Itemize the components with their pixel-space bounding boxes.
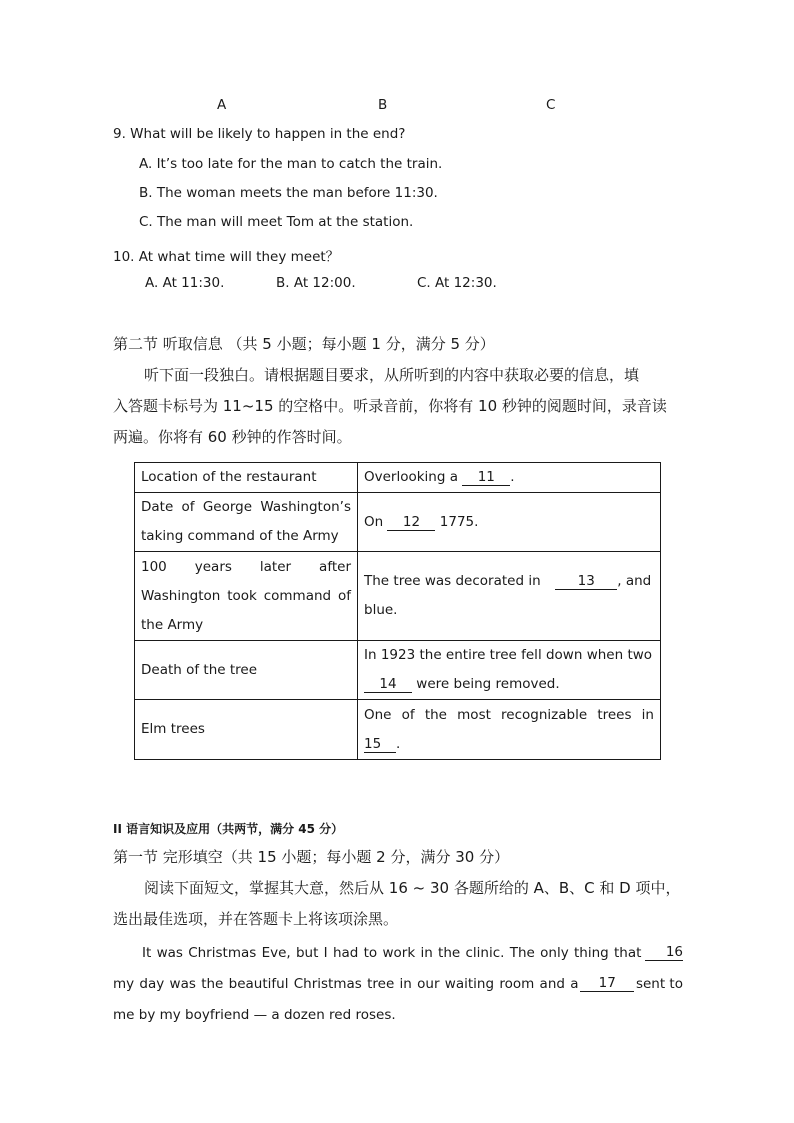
table-row [135, 700, 661, 760]
table-cell-answer [358, 463, 661, 493]
answer-blank-11[interactable]: 11 [462, 470, 510, 486]
cell-text: were being removed. [416, 676, 560, 692]
table-cell-label [135, 463, 358, 493]
cell-text: Location of the restaurant [141, 469, 317, 485]
cell-text: blue. [364, 602, 398, 618]
cell-text: 100 years later after [141, 558, 351, 575]
table-cell-label [135, 552, 358, 641]
q9-option-b: B. The woman meets the man before 11:30. [139, 185, 438, 201]
table-row [135, 552, 661, 641]
cell-text: 1775. [439, 513, 479, 530]
part2-heading: II 语言知识及应用（共两节，满分 45 分） [113, 822, 344, 836]
passage-line-3: me by my boyfriend — a dozen red roses. [113, 1007, 396, 1023]
answer-blank-15[interactable]: 15 [364, 737, 396, 753]
cell-text: On [364, 513, 384, 530]
answer-blank-13[interactable]: 13 [555, 574, 617, 590]
cell-text: One of the most recognizable trees in [364, 706, 654, 723]
table-cell-answer [358, 700, 661, 760]
cell-text: Washington took command of [141, 587, 351, 604]
section2-heading: 第二节 听取信息 （共 5 小题；每小题 1 分，满分 5 分） [113, 335, 495, 353]
cell-text: . [396, 735, 401, 752]
cell-text: the Army [141, 616, 204, 633]
passage-text: It was Christmas Eve, but I had to work in the clinic. The only thing that [142, 945, 642, 961]
option-label-b: B [378, 97, 388, 113]
cell-text: In 1923 the entire tree fell down when two [364, 647, 653, 663]
q9-option-c: C. The man will meet Tom at the station. [139, 214, 414, 230]
passage-text: my day was the beautiful Christmas tree in our waiting room and a [113, 976, 579, 992]
cell-text: Date of George Washington’s [141, 499, 351, 515]
answer-blank-12[interactable]: 12 [387, 515, 435, 531]
answer-blank-14[interactable]: 14 [364, 677, 412, 693]
passage-line-1 [142, 945, 683, 961]
cell-text: The tree was decorated in [364, 573, 541, 589]
table-cell-label [135, 493, 358, 552]
cell-text: Death of the tree [141, 661, 258, 678]
passage-text: sent to [635, 976, 683, 992]
q10-question: 10. At what time will they meet？ [113, 249, 340, 265]
listening-info-table [134, 462, 661, 760]
table-cell-label [135, 700, 358, 760]
cell-text: . [510, 469, 515, 485]
part2-instructions-line1: 阅读下面短文，掌握其大意，然后从 16 ~ 30 各题所给的 A、B、C 和 D 项中， [144, 879, 681, 897]
table-cell-answer [358, 493, 661, 552]
option-label-a: A [217, 97, 227, 113]
part2-instructions-line2: 选出最佳选项，并在答题卡上将该项涂黑。 [113, 910, 399, 928]
section2-instructions-line2: 入答题卡标号为 11~15 的空格中。听录音前，你将有 10 秒钟的阅题时间，录音读 [113, 397, 667, 415]
section2-instructions-line1: 听下面一段独白。请根据题目要求，从所听到的内容中获取必要的信息，填 [144, 366, 640, 384]
cell-text: Overlooking a [364, 469, 458, 485]
q9-question: 9. What will be likely to happen in the end? [113, 126, 406, 142]
q10-option-b: B. At 12:00. [276, 275, 356, 291]
table-cell-answer [358, 552, 661, 641]
q10-option-c: C. At 12:30. [417, 275, 497, 291]
table-cell-answer [358, 641, 661, 700]
section2-instructions-line3: 两遍。你将有 60 秒钟的作答时间。 [113, 428, 352, 446]
cloze-blank-16[interactable]: 16 [645, 945, 683, 961]
table-row [135, 463, 661, 493]
q10-option-a: A. At 11:30. [145, 275, 225, 291]
cell-text: Elm trees [141, 721, 205, 737]
table-row [135, 493, 661, 552]
q9-option-a: A. It’s too late for the man to catch the train. [139, 156, 443, 172]
cell-text: taking command of the Army [141, 528, 339, 544]
table-row [135, 641, 661, 700]
cloze-blank-17[interactable]: 17 [580, 976, 634, 992]
table-cell-label [135, 641, 358, 700]
cell-text: , and [617, 573, 652, 589]
part2-section1-heading: 第一节 完形填空（共 15 小题；每小题 2 分，满分 30 分） [113, 848, 510, 866]
option-label-c: C [546, 97, 556, 113]
passage-line-2 [113, 976, 683, 992]
